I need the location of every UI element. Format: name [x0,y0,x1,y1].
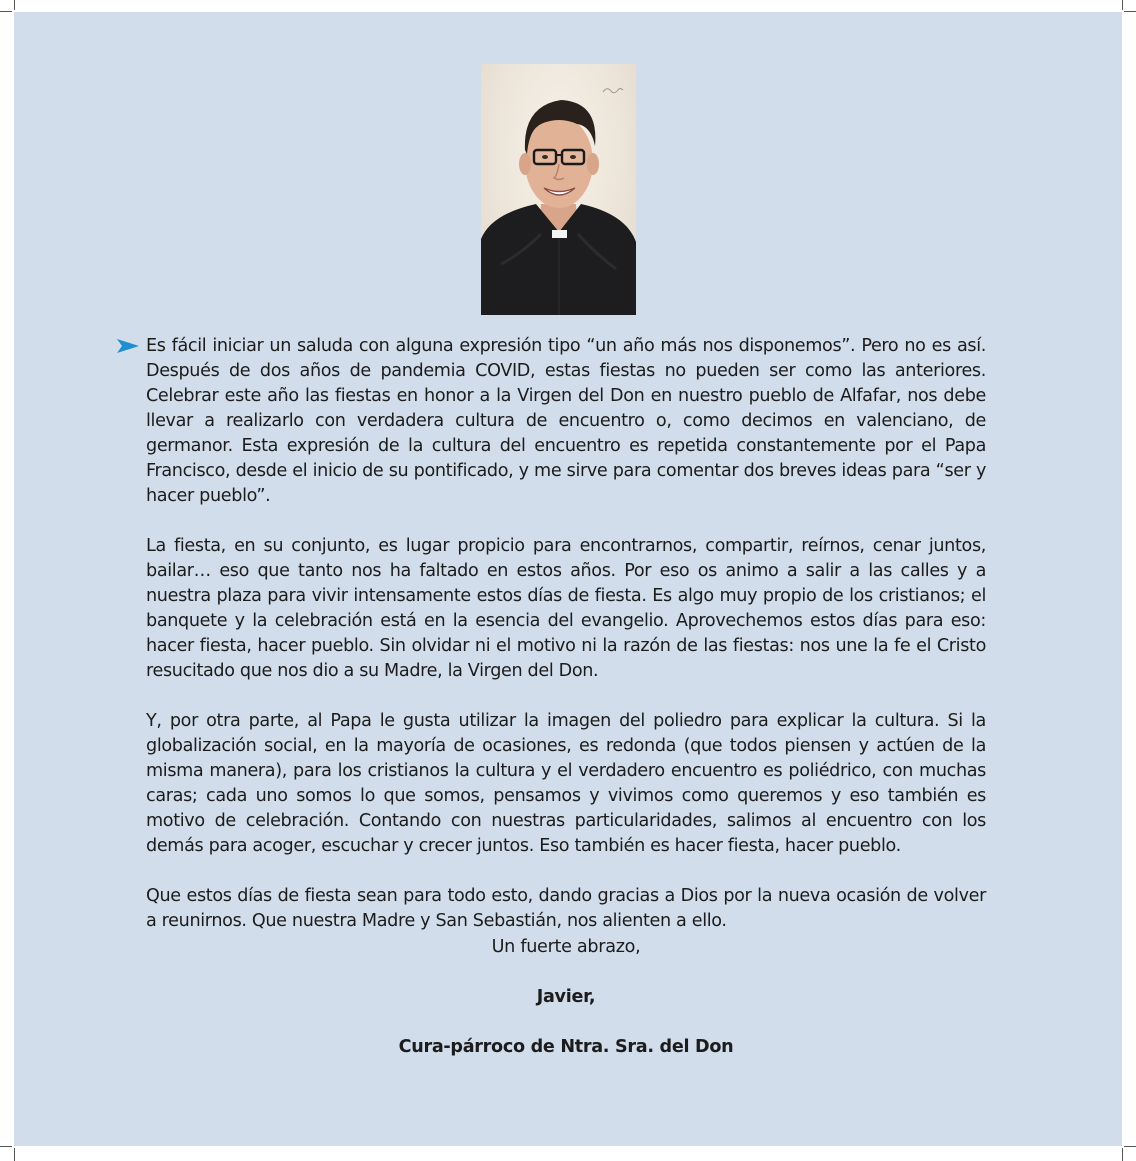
crop-mark [14,0,15,10]
letter-closing: Un fuerte abrazo, [491,937,641,957]
crop-mark [1122,1148,1123,1161]
signature-name: Javier, [536,987,596,1007]
letter-paragraph-4: Que estos días de fiesta sean para todo esto, dando gracias a Dios por la nueva ocasión de volver a reunirnos. Que nuestra Madre y San Sebastián, nos alienten a ello. [146,886,986,931]
letter-paragraph-2: La fiesta, en su conjunto, es lugar propicio para encontrarnos, compartir, reírnos, cenar juntos, bailar… eso que tanto nos ha faltado en estos años. Por eso os animo a salir a las calles y a nuestra plaza para vivir intensamente estos días de fiesta. Es algo muy propio de los cristianos; el banquete y la celebración está en la esencia del evangelio. Aprovechemos estos días para eso: hacer fiesta, hacer pueblo. Sin olvidar ni el motivo ni la razón de las fiestas: nos une la fe el Cristo resucitado que nos dio a su Madre, la Virgen del Don. [146,536,986,681]
letter-paragraph-3: Y, por otra parte, al Papa le gusta utilizar la imagen del poliedro para explicar la cultura. Si la globalización social, en la mayoría de ocasiones, es redonda (que todos piensen y actúen de la misma manera), para los cristianos la cultura y el verdadero encuentro es poliédrico, con muchas caras; cada uno somos lo que somos, pensamos y vivimos como queremos y eso también es motivo de celebración. Contando con nuestras particularidades, salimos al encuentro con los demás para acoger, escuchar y crecer juntos. Eso también es hacer fiesta, hacer pueblo. [146,711,986,856]
crop-mark [1124,11,1136,12]
portrait-photo [481,64,636,315]
letter-paragraph-1: Es fácil iniciar un saluda con alguna expresión tipo “un año más nos disponemos”. Pero no es así. Después de dos años de pandemia COVID, estas fiestas no pueden ser como las anteriores. Celebrar este año las fiestas en honor a la Virgen del Don en nuestro pueblo de Alfafar, nos debe llevar a realizarlo con verdadera cultura de encuentro o, como decimos en valenciano, de germanor. Esta expresión de la cultura del encuentro es repetida constantemente por el Papa Francisco, desde el inicio de su pontificado, y me sirve para comentar dos breves ideas para “ser y hacer pueblo”. [146,336,986,506]
signature-title: Cura-párroco de Ntra. Sra. del Don [398,1037,734,1057]
crop-mark [14,1148,15,1161]
page-background [14,12,1122,1146]
crop-mark [1122,0,1123,10]
crop-mark [1124,1146,1136,1147]
crop-mark [0,11,12,12]
triangle-bullet-icon [117,339,139,353]
crop-mark [0,1146,12,1147]
letter-body [146,334,986,959]
